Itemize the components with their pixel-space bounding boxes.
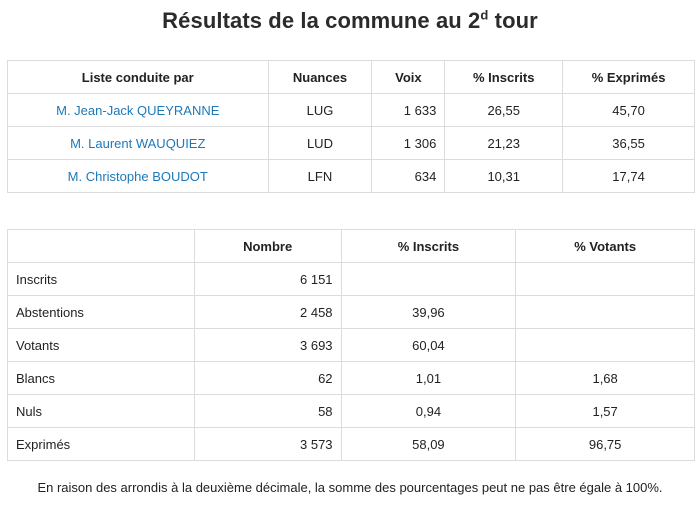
header-voix: Voix [372, 61, 445, 94]
participation-table [7, 229, 695, 461]
inscrits-cell: 26,55 [445, 94, 563, 127]
nuance-cell: LFN [268, 160, 372, 193]
table-row [8, 395, 695, 428]
table-row [8, 329, 695, 362]
exprimes-cell: 17,74 [563, 160, 695, 193]
votants-cell [516, 329, 695, 362]
inscrits-cell: 1,01 [341, 362, 516, 395]
inscrits-cell: 60,04 [341, 329, 516, 362]
nuance-cell: LUG [268, 94, 372, 127]
nombre-cell: 3 693 [194, 329, 341, 362]
inscrits-cell: 58,09 [341, 428, 516, 461]
votants-cell: 1,68 [516, 362, 695, 395]
candidate-link[interactable]: M. Jean-Jack QUEYRANNE [56, 102, 220, 118]
nuance-cell: LUD [268, 127, 372, 160]
header-liste: Liste conduite par [8, 61, 269, 94]
candidate-link[interactable]: M. Laurent WAUQUIEZ [70, 135, 206, 151]
header-pct-votants: % Votants [516, 230, 695, 263]
participation-header-row [8, 230, 695, 263]
table-row [8, 296, 695, 329]
header-nuances: Nuances [268, 61, 372, 94]
table-row [8, 362, 695, 395]
results-table [7, 60, 695, 193]
table-row [8, 127, 695, 160]
row-label: Inscrits [8, 263, 195, 296]
votants-cell [516, 296, 695, 329]
row-label: Votants [8, 329, 195, 362]
inscrits-cell: 10,31 [445, 160, 563, 193]
results-header-row [8, 61, 695, 94]
nombre-cell: 6 151 [194, 263, 341, 296]
nombre-cell: 3 573 [194, 428, 341, 461]
header-pct-inscrits: % Inscrits [341, 230, 516, 263]
votants-cell: 1,57 [516, 395, 695, 428]
title-superscript: d [480, 7, 489, 23]
inscrits-cell: 21,23 [445, 127, 563, 160]
row-label: Blancs [8, 362, 195, 395]
row-label: Nuls [8, 395, 195, 428]
table-row [8, 263, 695, 296]
voix-cell: 1 633 [372, 94, 445, 127]
inscrits-cell: 0,94 [341, 395, 516, 428]
inscrits-cell [341, 263, 516, 296]
exprimes-cell: 36,55 [563, 127, 695, 160]
candidate-link[interactable]: M. Christophe BOUDOT [67, 168, 208, 184]
inscrits-cell: 39,96 [341, 296, 516, 329]
header-pct-inscrits: % Inscrits [445, 61, 563, 94]
voix-cell: 634 [372, 160, 445, 193]
row-label: Exprimés [8, 428, 195, 461]
exprimes-cell: 45,70 [563, 94, 695, 127]
voix-cell: 1 306 [372, 127, 445, 160]
votants-cell [516, 263, 695, 296]
page-title: Résultats de la commune au 2$^d$ tour [162, 7, 538, 33]
header-pct-exprimes: % Exprimés [563, 61, 695, 94]
nombre-cell: 58 [194, 395, 341, 428]
nombre-cell: 2 458 [194, 296, 341, 329]
table-row [8, 428, 695, 461]
votants-cell: 96,75 [516, 428, 695, 461]
row-label: Abstentions [8, 296, 195, 329]
footnote: En raison des arrondis à la deuxième décimale, la somme des pourcentages peut ne pas être égale à 100%. [37, 480, 663, 495]
header-empty [8, 230, 195, 263]
nombre-cell: 62 [194, 362, 341, 395]
header-nombre: Nombre [194, 230, 341, 263]
table-row [8, 94, 695, 127]
table-row [8, 160, 695, 193]
